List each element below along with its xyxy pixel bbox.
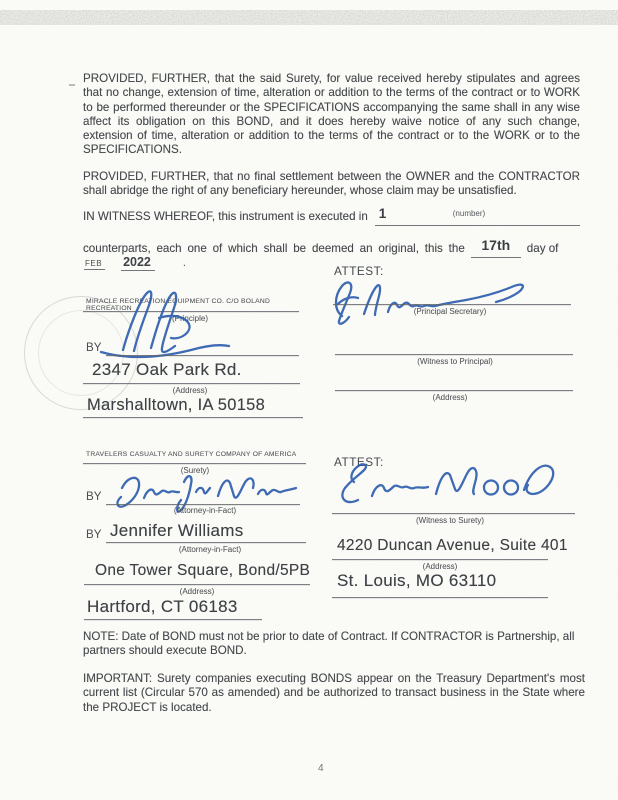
- year-fill-value: 2022: [121, 255, 155, 271]
- surety-attest-address-caption: (Address): [422, 562, 458, 571]
- surety-attest-address-line1: 4220 Duncan Avenue, Suite 401: [337, 537, 568, 554]
- surety-attest-label: ATTEST:: [334, 455, 384, 469]
- principal-attest-address-line: [335, 390, 573, 391]
- surety-signature-line: [106, 504, 300, 505]
- principal-by-label: BY: [86, 341, 102, 354]
- surety-printed-name-caption: (Attorney-in-Fact): [178, 545, 242, 554]
- principal-address-caption: (Address): [172, 386, 208, 395]
- witness-clause-line-1: [83, 207, 580, 226]
- principal-company-caption: (Principle): [171, 314, 208, 323]
- paragraph-provided-further-1: PROVIDED, FURTHER, that the said Surety, for value received hereby stipulates and agrees that no change, extension of time, alteration or addition to the terms of the contract or to WORK to be performed thereunder or the SPECIFICATIONS accompanying the same shall in any wise affect its obligation on this BOND, and it does hereby waive notice of any such change, extension of time, alteration or addition to the terms of the contract or to the WORK or to the SPECIFICATIONS.: [83, 72, 580, 157]
- principal-address-line1-rule: [83, 383, 300, 384]
- paragraph-provided-further-2: PROVIDED, FURTHER, that no final settlement between the OWNER and the CONTRACTOR shall abridge the right of any beneficiary hereunder, whose claim may be unsatisfied.: [83, 170, 580, 198]
- principal-address-line1: 2347 Oak Park Rd.: [92, 360, 242, 379]
- witness-line1-text: IN WITNESS WHEREOF, this instrument is executed in: [83, 210, 368, 223]
- number-caption: (number): [452, 209, 486, 218]
- number-blank: [375, 207, 580, 226]
- principal-by-line: [106, 355, 299, 356]
- surety-company-line: [83, 463, 306, 464]
- surety-attest-address-line2: St. Louis, MO 63110: [337, 571, 497, 590]
- principal-secretary-line: [333, 304, 571, 305]
- page-number: 4: [318, 763, 324, 774]
- witness-to-surety-signature: [330, 458, 565, 516]
- principal-secretary-caption: (Principal Secretary): [413, 307, 487, 316]
- witness-to-principal-line: [335, 354, 573, 355]
- principal-address-line2: Marshalltown, IA 50158: [87, 396, 266, 414]
- surety-address-line1-rule: [84, 584, 310, 585]
- day-fill-value: 17th: [481, 237, 511, 253]
- witness-line2-text: counterparts, each one of which shall be deemed an original, this the: [83, 242, 465, 255]
- scan-speck: [69, 84, 75, 86]
- principal-attest-label: ATTEST:: [334, 264, 384, 278]
- surety-by-label-2: BY: [86, 528, 102, 541]
- surety-attest-address-line2-rule: [332, 597, 548, 598]
- witness-to-surety-line: [332, 513, 575, 514]
- principal-secretary-signature: [328, 276, 536, 326]
- important-paragraph: IMPORTANT: Surety companies executing BONDS appear on the Treasury Department's most current list (Circular 570 as amended) and be authorized to transact business in the State where the PROJECT is located.: [83, 672, 585, 714]
- month-fill-value: FEB: [84, 259, 105, 270]
- surety-attest-address-line1-rule: [332, 559, 548, 560]
- surety-address-line1: One Tower Square, Bond/5PB: [95, 562, 311, 579]
- day-blank: [471, 239, 521, 258]
- date-period: .: [182, 257, 186, 269]
- note-paragraph: NOTE: Date of BOND must not be prior to date of Contract. If CONTRACTOR is Partnership, all partners should execute BOND.: [83, 630, 575, 658]
- number-fill-value: 1: [378, 206, 387, 221]
- surety-address-line2: Hartford, CT 06183: [87, 597, 238, 616]
- surety-company-caption: (Surety): [180, 466, 210, 475]
- surety-signature-caption: (Attorney-in-Fact): [173, 506, 237, 515]
- principal-address-line2-rule: [83, 417, 303, 418]
- surety-printed-name: Jennifer Williams: [110, 521, 244, 540]
- principal-company-name: MIRACLE RECREATION EQUIPMENT CO. C/O BOLAND RECREATION: [86, 298, 271, 312]
- witness-to-surety-caption: (Witness to Surety): [415, 516, 484, 525]
- principal-signature: [93, 288, 255, 362]
- surety-address-line2-rule: [84, 619, 262, 620]
- witness-line2-suffix: day of: [526, 242, 559, 255]
- witness-clause-date-line: [84, 255, 186, 271]
- witness-to-principal-caption: (Witness to Principal): [417, 357, 493, 366]
- surety-address-caption: (Address): [179, 587, 215, 596]
- surety-company-name: TRAVELERS CASUALTY AND SURETY COMPANY OF AMERICA: [86, 451, 297, 458]
- surety-by-label-1: BY: [86, 490, 102, 503]
- principal-attest-address-caption: (Address): [432, 393, 468, 402]
- surety-printed-name-line: [106, 542, 306, 543]
- scan-noise-band: [0, 6, 618, 30]
